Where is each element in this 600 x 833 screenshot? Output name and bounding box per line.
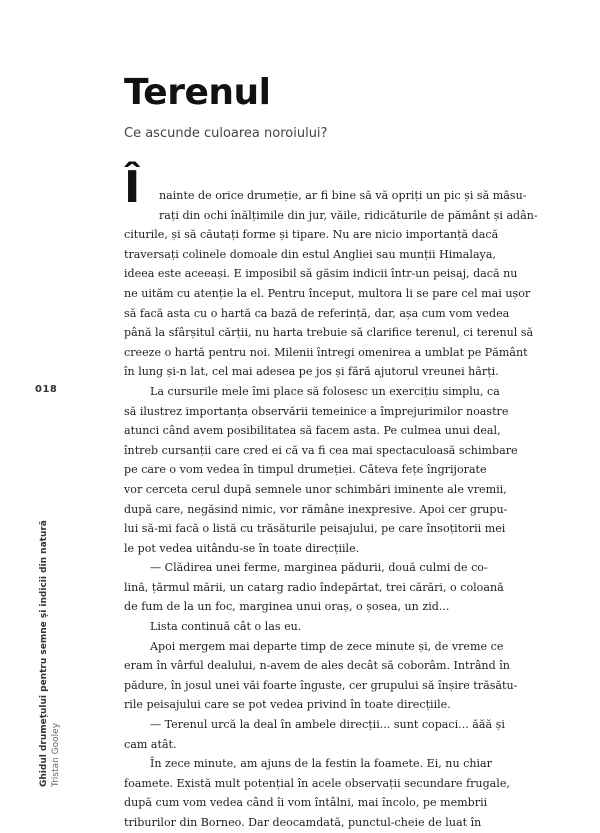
text-line: — Terenul urcă la deal în ambele direcții... sunt copaci... ăăă și <box>150 718 505 732</box>
text-line: nainte de orice drumeție, ar fi bine să vă opriți un pic și să măsu- <box>159 189 527 202</box>
text-line: creeze o hartă pentru noi. Milenii întregi omenirea a umblat pe Pământ <box>124 345 528 359</box>
body-text <box>124 186 538 833</box>
text-line: rile peisajului care se pot vedea privind în toate direcțiile. <box>124 698 451 712</box>
text-line: după cum vom vedea când îi vom întâlni, mai încolo, pe membrii <box>124 796 488 810</box>
text-line: după care, negăsind nimic, vor rămâne inexpresive. Apoi cer grupu- <box>124 502 508 516</box>
text-line: La cursurile mele îmi place să folosesc un exercițiu simplu, ca <box>150 384 500 398</box>
text-line: eram în vârful dealului, n-avem de ales decât să coborâm. Intrând în <box>124 659 510 673</box>
text-line: să ilustrez importanța observării temeinice a împrejurimilor noastre <box>124 404 509 418</box>
author-name: Tristan Gooley <box>51 722 61 787</box>
page-number: 018 <box>35 384 58 395</box>
chapter-subtitle: Ce ascunde culoarea noroiului? <box>124 126 328 141</box>
book-title: Ghidul drumețului pentru semne și indicii din natură <box>39 520 49 787</box>
drop-cap: Î <box>124 162 141 213</box>
text-line: Lista continuă cât o las eu. <box>150 620 302 634</box>
chapter-title: Terenul <box>124 72 271 113</box>
text-line: pădure, în josul unei văi foarte înguste, cer grupului să înșire trăsătu- <box>124 678 518 692</box>
text-line: rați din ochi înălțimile din jur, văile, ridicăturile de pământ și adân- <box>159 208 538 222</box>
text-line: cam atât. <box>124 737 177 751</box>
text-line: ne uităm cu atenție la el. Pentru început, multora li se pare cel mai ușor <box>124 286 531 300</box>
text-line: Apoi mergem mai departe timp de zece minute și, de vreme ce <box>150 639 504 653</box>
text-line: citurile, și să căutați forme și tipare. Nu are nicio importanță dacă <box>124 228 499 242</box>
text-line: să facă asta cu o hartă ca bază de referință, dar, așa cum vom vedea <box>124 306 510 320</box>
text-line: În zece minute, am ajuns de la festin la foamete. Ei, nu chiar <box>150 757 492 771</box>
text-line: foamete. Există mult potențial în acele observații secundare frugale, <box>124 776 510 790</box>
text-line: triburilor din Borneo. Dar deocamdată, punctul-cheie de luat în <box>124 816 482 829</box>
text-line: vor cerceta cerul după semnele unor schimbări iminente ale vremii, <box>124 482 507 496</box>
text-line: le pot vedea uitându-se în toate direcțiile. <box>124 541 360 555</box>
text-line: de fum de la un foc, marginea unui oraș, o șosea, un zid... <box>124 600 450 614</box>
text-line: lui să-mi facă o listă cu trăsăturile peisajului, pe care însoțitorii mei <box>124 522 506 536</box>
text-line: în lung și-n lat, cel mai adesea pe jos și fără ajutorul vreunei hărți. <box>124 365 499 379</box>
text-line: întreb cursanții care cred ei că va fi cea mai spectaculoasă schimbare <box>124 443 518 457</box>
text-line: până la sfârșitul cărții, nu harta trebuie să clarifice terenul, ci terenul să <box>124 326 534 340</box>
text-line: — Clădirea unei ferme, marginea pădurii, două culmi de co- <box>150 561 488 575</box>
text-line: lină, țărmul mării, un catarg radio îndepărtat, trei cărări, o coloană <box>124 580 504 594</box>
running-header-vertical <box>38 520 62 787</box>
text-line: atunci când avem posibilitatea să facem asta. Pe culmea unui deal, <box>124 424 501 438</box>
text-line: ideea este aceeași. E imposibil să găsim indicii într-un peisaj, dacă nu <box>124 267 518 281</box>
text-line: pe care o vom vedea în timpul drumeției. Câteva fețe îngrijorate <box>124 463 487 477</box>
text-line: traversați colinele domoale din estul Angliei sau munții Himalaya, <box>124 247 496 261</box>
